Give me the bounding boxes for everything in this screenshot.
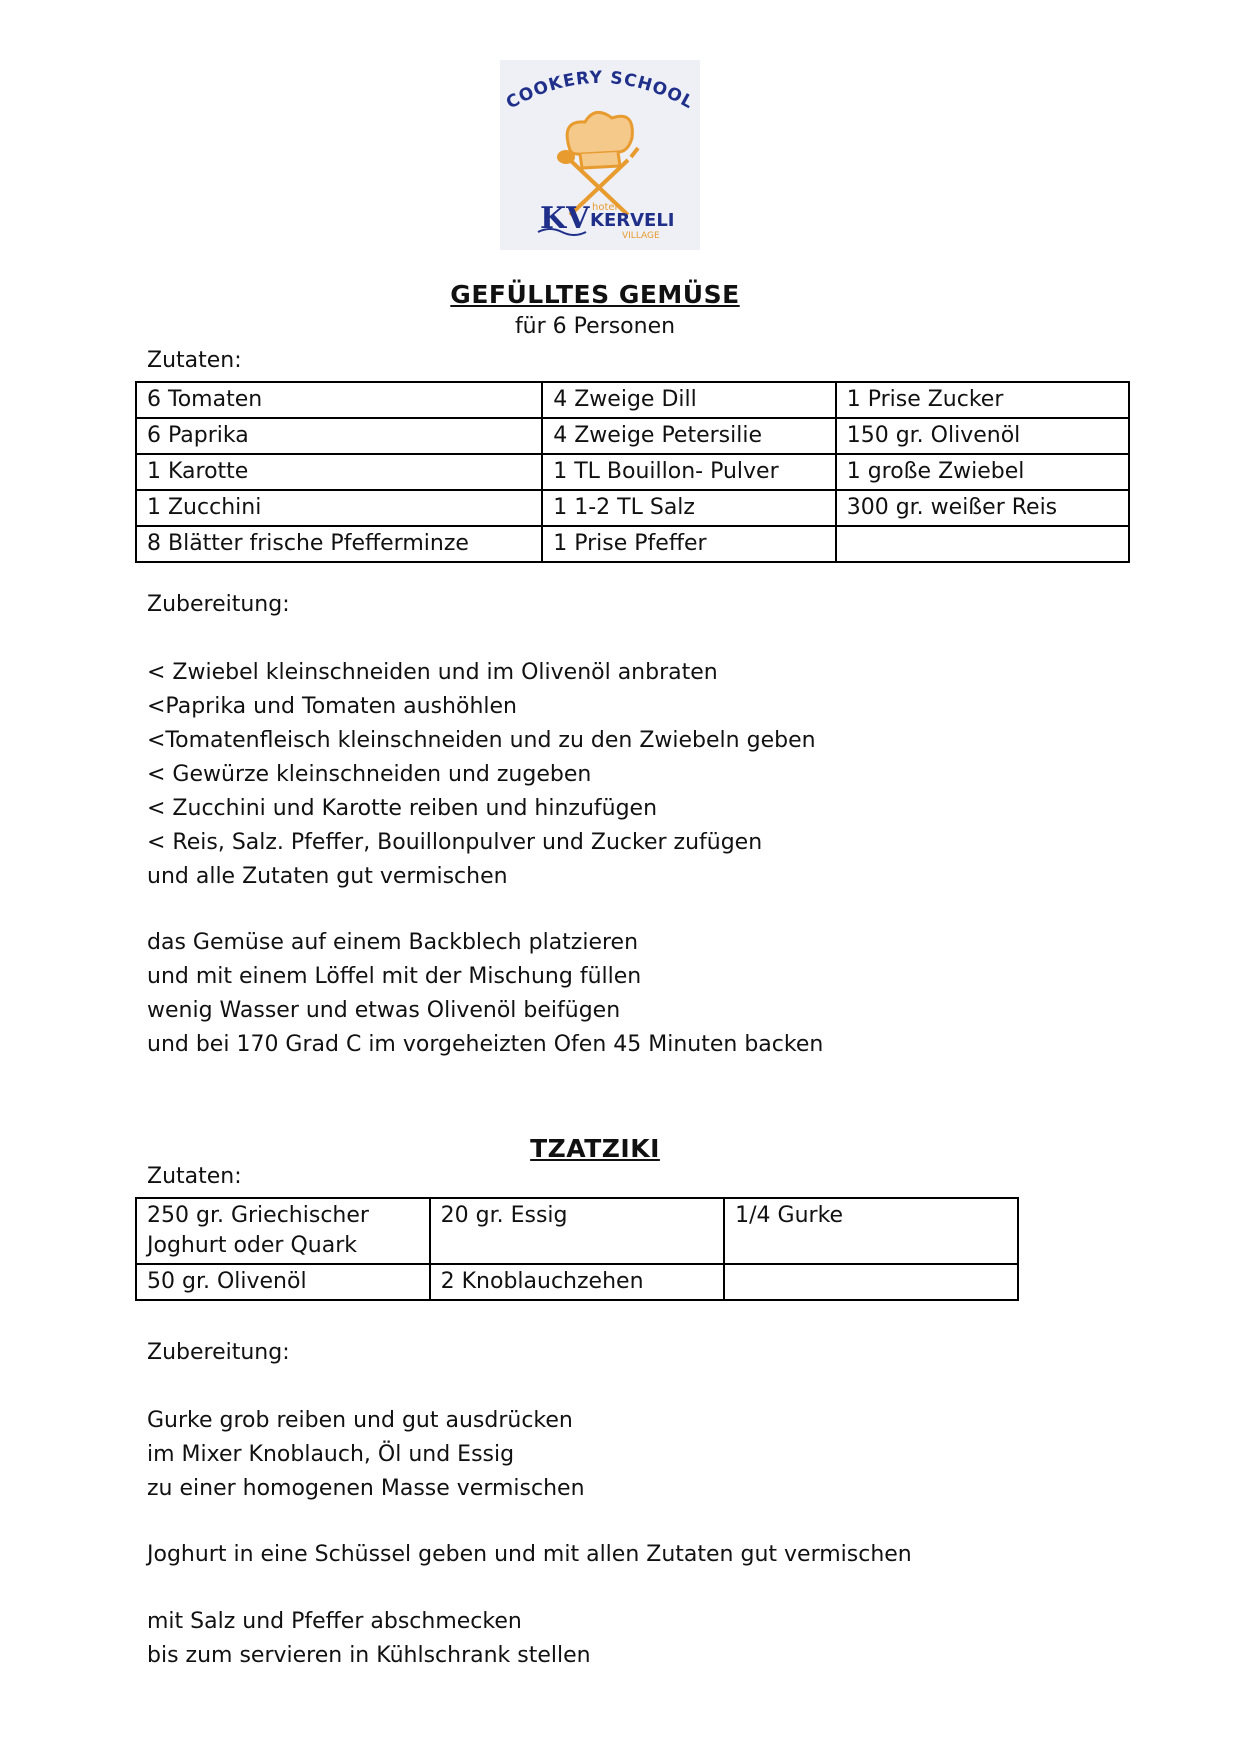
recipe1-ingredient-row [136,418,1129,454]
recipe2-ingredient-cell [430,1264,725,1300]
recipe1-ingredient-cell [542,382,835,418]
recipe1-ingredient-cell-text: 150 gr. Olivenöl [846,423,1021,448]
recipe1-ingredient-cell [136,526,542,562]
recipe2-title: TZATZIKI [530,1134,660,1163]
recipe1-step-line: wenig Wasser und etwas Olivenöl beifügen [147,998,621,1023]
recipe2-prep-label: Zubereitung: [147,1340,290,1365]
recipe1-ingredient-cell-text: 1 Prise Zucker [846,387,1004,412]
recipe2-step-line: Gurke grob reiben und gut ausdrücken [147,1408,573,1433]
recipe1-step-line: und alle Zutaten gut vermischen [147,864,508,889]
recipe1-ingredient-cell [542,490,835,526]
recipe1-prep-label: Zubereitung: [147,592,290,617]
recipe1-ingredient-cell-text: 300 gr. weißer Reis [846,495,1058,520]
logo-brand-sub: VILLAGE [622,231,660,241]
svg-text:COOKERY SCHOOL [503,68,697,113]
recipe1-ingredient-row [136,454,1129,490]
recipe2-ingredient-cell-text: 20 gr. Essig [440,1203,568,1228]
recipe1-ingredient-cell [542,418,835,454]
recipe1-step-line: < Gewürze kleinschneiden und zugeben [147,762,592,787]
logo-brand-small: hotel [592,202,618,213]
recipe2-ingredient-cell-text: 1/4 Gurke [735,1203,844,1228]
recipe1-ingredient-cell [542,454,835,490]
recipe2-step-line: mit Salz und Pfeffer abschmecken [147,1609,522,1634]
recipe2-ingredient-cell-text: 2 Knoblauchzehen [440,1269,644,1294]
recipe1-ingredient-row [136,526,1129,562]
recipe2-ingredient-row [136,1264,1018,1300]
recipe1-step-line: < Zucchini und Karotte reiben und hinzufügen [147,796,658,821]
recipe2-ingredient-cell-text: 50 gr. Olivenöl [147,1269,307,1294]
cookery-school-logo [500,60,700,250]
recipe1-step-line: und bei 170 Grad C im vorgeheizten Ofen 45 Minuten backen [147,1032,824,1057]
recipe2-ingredient-cell [724,1264,1018,1300]
recipe1-step-line: und mit einem Löffel mit der Mischung füllen [147,964,642,989]
recipe2-ingredient-cell-text: 250 gr. Griechischer [147,1203,369,1228]
recipe1-ingredient-row [136,490,1129,526]
recipe1-ingredient-cell [136,490,542,526]
recipe1-ingredient-cell-text: 1 Zucchini [147,495,262,520]
recipe2-ingredients-label: Zutaten: [147,1164,242,1189]
recipe2-steps-part2 [147,1538,912,1572]
recipe1-ingredient-cell [836,454,1129,490]
recipe1-ingredient-cell-text: 6 Tomaten [147,387,263,412]
recipe1-ingredient-cell [136,454,542,490]
recipe1-ingredient-cell-text: 8 Blätter frische Pfefferminze [147,531,469,556]
recipe1-ingredient-cell-text: 1 TL Bouillon- Pulver [553,459,779,484]
recipe2-ingredient-cell [724,1198,1018,1264]
recipe2-steps-part3 [147,1605,591,1673]
recipe1-step-line: <Paprika und Tomaten aushöhlen [147,694,517,719]
recipe1-ingredient-cell [836,382,1129,418]
recipe1-ingredient-cell-text: 1 Prise Pfeffer [553,531,707,556]
recipe1-ingredient-cell [136,382,542,418]
recipe1-ingredient-cell [836,526,1129,562]
recipe2-steps [147,1404,585,1506]
recipe1-step-line: < Reis, Salz. Pfeffer, Bouillonpulver und Zucker zufügen [147,830,763,855]
recipe2-ingredient-cell-text: Joghurt oder Quark [147,1233,357,1258]
recipe2-ingredient-row [136,1198,1018,1264]
recipe1-subtitle: für 6 Personen [514,314,676,339]
recipe2-step-line: zu einer homogenen Masse vermischen [147,1476,585,1501]
recipe1-step-line: < Zwiebel kleinschneiden und im Olivenöl anbraten [147,660,718,685]
recipe1-ingredient-cell-text: 1 große Zwiebel [846,459,1025,484]
recipe1-ingredient-cell-text: 4 Zweige Dill [553,387,697,412]
recipe1-ingredient-cell [836,418,1129,454]
recipe1-ingredients-label: Zutaten: [147,348,242,373]
recipe1-ingredient-cell-text: 4 Zweige Petersilie [553,423,763,448]
kerveli-village-brand [538,201,675,241]
recipe2-ingredient-cell [136,1198,430,1264]
recipe2-step-line: bis zum servieren in Kühlschrank stellen [147,1643,591,1668]
logo-brand-name: KERVELI [590,210,675,231]
recipe1-ingredient-cell [136,418,542,454]
recipe1-ingredient-cell-text: 1 1-2 TL Salz [553,495,695,520]
recipe2-ingredient-cell [136,1264,430,1300]
chef-hat-icon [567,112,632,168]
recipe1-step-line: <Tomatenfleisch kleinschneiden und zu den Zwiebeln geben [147,728,816,753]
recipe1-ingredient-row [136,382,1129,418]
recipe1-step-line: das Gemüse auf einem Backblech platzieren [147,930,639,955]
recipe1-steps [147,656,816,894]
recipe1-steps-part2 [147,926,823,1062]
recipe2-ingredient-cell [430,1198,725,1264]
recipe2-step-line: Joghurt in eine Schüssel geben und mit allen Zutaten gut vermischen [147,1542,912,1567]
recipe1-ingredient-cell [542,526,835,562]
recipe1-ingredients-table [135,381,1130,563]
recipe2-ingredients-table [135,1197,1019,1301]
recipe1-ingredient-cell-text: 1 Karotte [147,459,249,484]
logo-top-text: COOKERY SCHOOL [502,67,698,114]
recipe1-ingredient-cell [836,490,1129,526]
recipe2-step-line: im Mixer Knoblauch, Öl und Essig [147,1442,515,1467]
recipe1-ingredient-cell-text: 6 Paprika [147,423,249,448]
logo-brand-mark: KV [540,201,590,236]
recipe1-title: GEFÜLLTES GEMÜSE [450,280,740,309]
